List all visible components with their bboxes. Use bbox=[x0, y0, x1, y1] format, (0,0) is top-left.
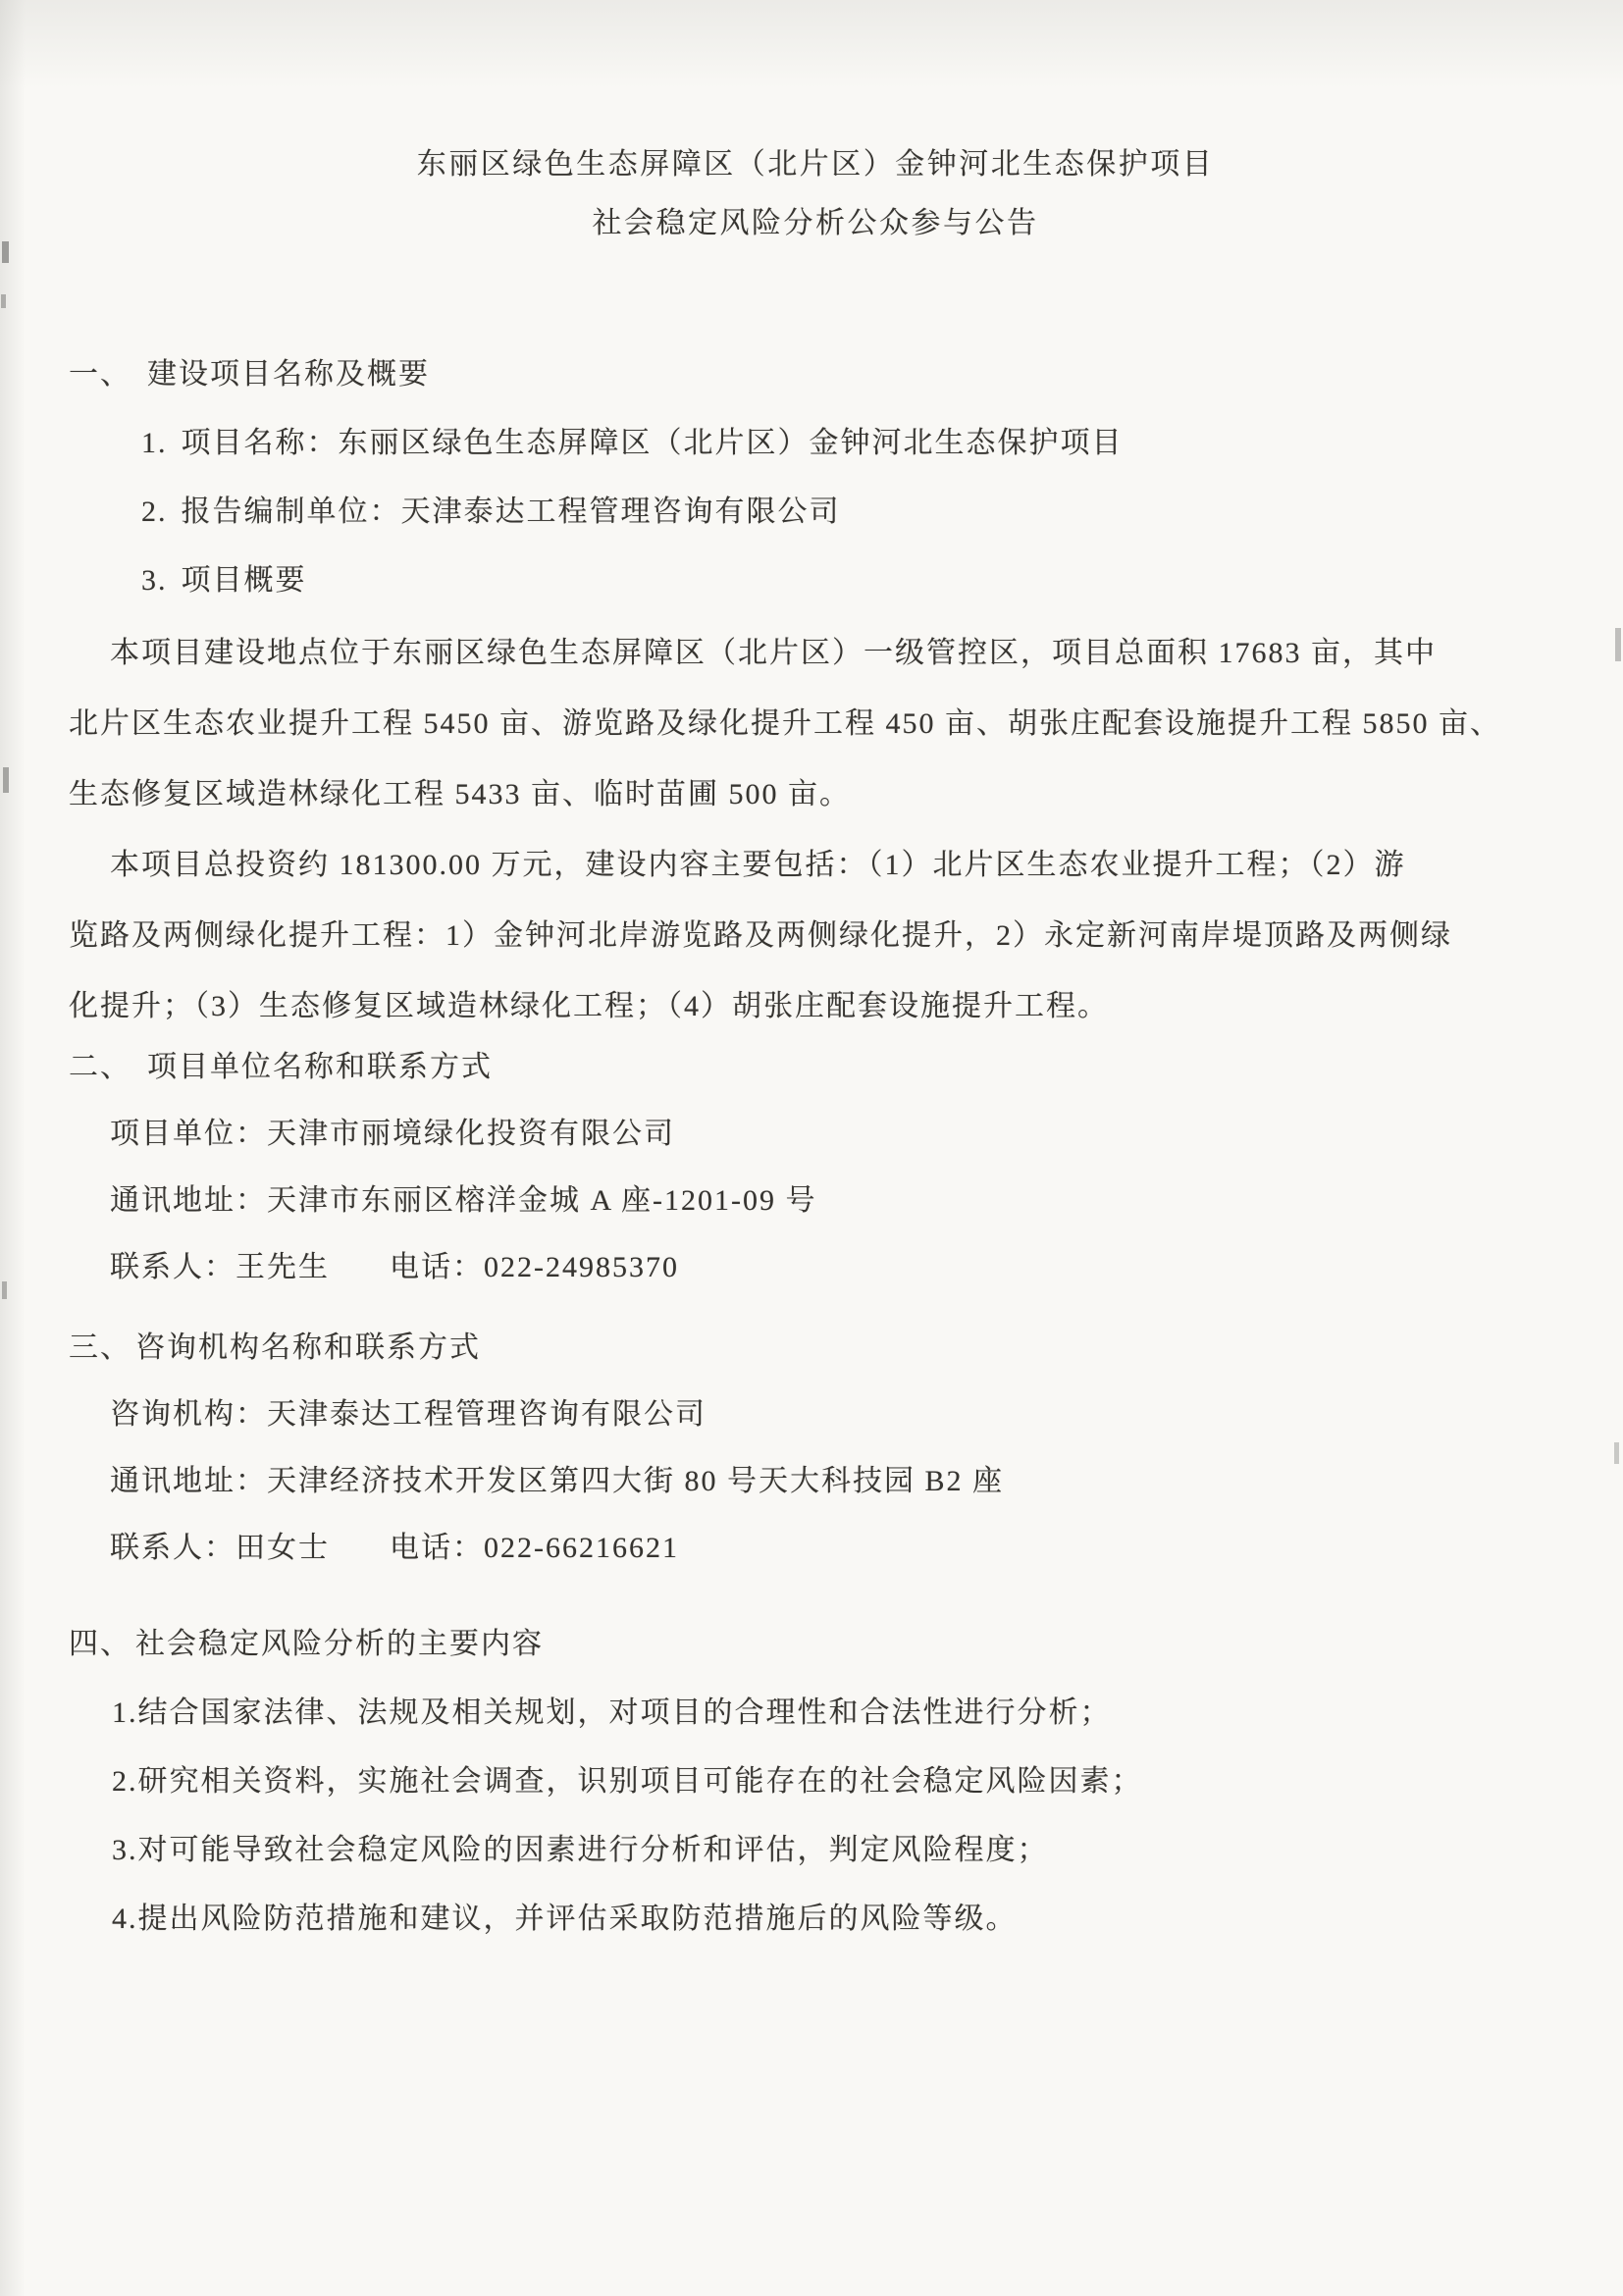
project-unit-address-row: 通讯地址：天津市东丽区榕洋金城 A 座-1201-09 号 bbox=[110, 1184, 817, 1217]
section-4-number: 四、 bbox=[69, 1628, 131, 1660]
doc-title-line-1: 东丽区绿色生态屏障区（北片区）金钟河北生态保护项目 bbox=[416, 148, 1215, 181]
section-4-title: 社会稳定风险分析的主要内容 bbox=[135, 1628, 544, 1660]
project-summary-paragraph-1 bbox=[69, 618, 1562, 830]
para-line: 本项目总投资约 181300.00 万元，建设内容主要包括：（1）北片区生态农业提升工程；（2）游 bbox=[110, 849, 1406, 881]
para-line: 化提升；（3）生态修复区域造林绿化工程；（4）胡张庄配套设施提升工程。 bbox=[69, 990, 1109, 1022]
contact-person: 联系人：王先生 bbox=[110, 1251, 330, 1283]
project-unit-row: 项目单位：天津市丽境绿化投资有限公司 bbox=[110, 1118, 675, 1150]
section-1-number: 一、 bbox=[69, 358, 131, 391]
consulting-agency-row: 咨询机构：天津泰达工程管理咨询有限公司 bbox=[110, 1398, 707, 1431]
contact-person: 联系人：田女士 bbox=[110, 1532, 330, 1564]
consulting-agency-address-row: 通讯地址：天津经济技术开发区第四大街 80 号天大科技园 B2 座 bbox=[110, 1465, 1005, 1497]
section-1-item-3 bbox=[69, 563, 1562, 599]
item-3-text: 项目概要 bbox=[181, 564, 307, 597]
item-3-number: 3. bbox=[141, 564, 168, 597]
section-1-item-1 bbox=[69, 426, 1562, 461]
section-3-title: 咨询机构名称和联系方式 bbox=[135, 1331, 481, 1364]
risk-analysis-item: 4.提出风险防范措施和建议，并评估采取防范措施后的风险等级。 bbox=[112, 1903, 1018, 1935]
section-3-heading bbox=[69, 1331, 1562, 1366]
para-line: 生态修复区域造林绿化工程 5433 亩、临时苗圃 500 亩。 bbox=[69, 778, 851, 810]
contact-phone: 电话：022-66216621 bbox=[390, 1532, 679, 1564]
risk-analysis-item: 3.对可能导致社会稳定风险的因素进行分析和评估，判定风险程度； bbox=[112, 1834, 1049, 1866]
contact-phone: 电话：022-24985370 bbox=[390, 1251, 679, 1283]
para-line: 本项目建设地点位于东丽区绿色生态屏障区（北片区）一级管控区，项目总面积 17683 亩，其中 bbox=[110, 637, 1437, 669]
para-line: 北片区生态农业提升工程 5450 亩、游览路及绿化提升工程 450 亩、胡张庄配套设施提升工程 5850 亩、 bbox=[69, 707, 1501, 740]
section-2-heading bbox=[69, 1050, 1562, 1085]
project-unit-contact-row bbox=[69, 1250, 1562, 1285]
project-summary-paragraph-2 bbox=[69, 830, 1562, 1042]
risk-analysis-item: 2.研究相关资料，实施社会调查，识别项目可能存在的社会稳定风险因素； bbox=[112, 1765, 1143, 1798]
section-1-heading bbox=[69, 357, 1562, 392]
item-1-text: 项目名称：东丽区绿色生态屏障区（北片区）金钟河北生态保护项目 bbox=[181, 427, 1124, 459]
item-1-number: 1. bbox=[141, 427, 168, 459]
risk-analysis-item: 1.结合国家法律、法规及相关规划，对项目的合理性和合法性进行分析； bbox=[112, 1696, 1112, 1729]
section-1-title: 建设项目名称及概要 bbox=[147, 358, 430, 391]
doc-title-line-2: 社会稳定风险分析公众参与公告 bbox=[592, 207, 1039, 239]
section-4-heading bbox=[69, 1627, 1562, 1662]
section-2-number: 二、 bbox=[69, 1051, 131, 1083]
item-2-number: 2. bbox=[141, 496, 168, 528]
para-line: 览路及两侧绿化提升工程：1）金钟河北岸游览路及两侧绿化提升，2）永定新河南岸堤顶路及两侧绿 bbox=[69, 919, 1452, 952]
section-1-item-2 bbox=[69, 495, 1562, 530]
section-3-number: 三、 bbox=[69, 1331, 131, 1364]
item-2-text: 报告编制单位：天津泰达工程管理咨询有限公司 bbox=[181, 496, 841, 528]
section-2-title: 项目单位名称和联系方式 bbox=[147, 1051, 493, 1083]
consulting-agency-contact-row bbox=[69, 1531, 1562, 1566]
